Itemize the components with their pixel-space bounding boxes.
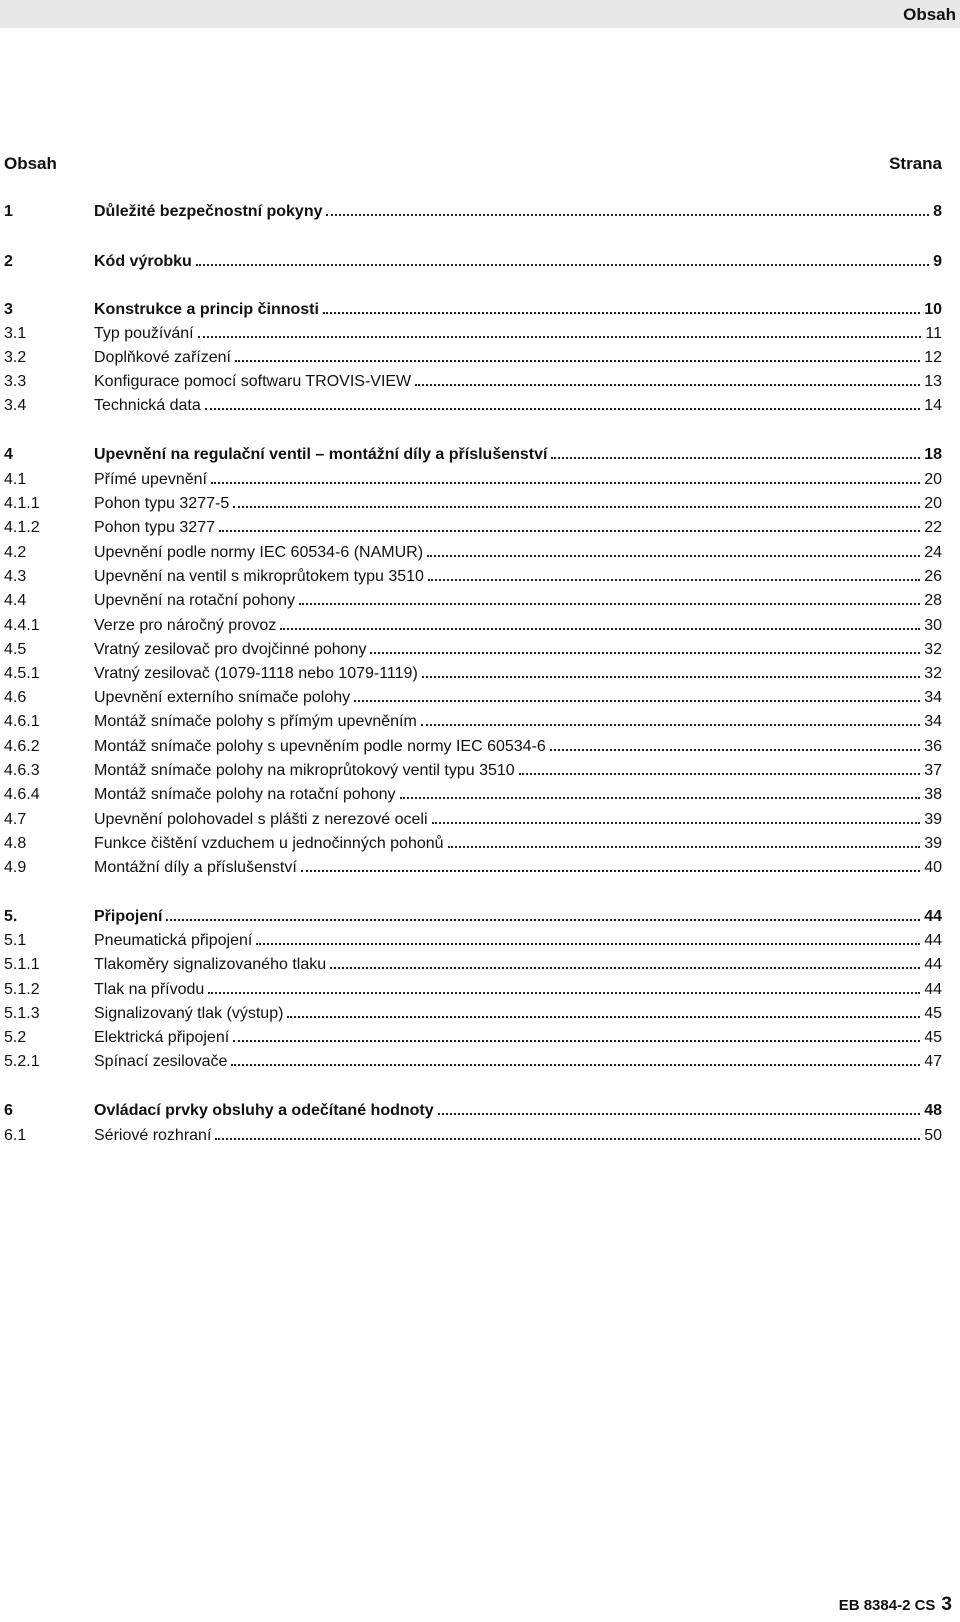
toc-entry-title: Upevnění na ventil s mikroprůtokem typu 3510: [94, 568, 424, 585]
toc-entry-page: 30: [924, 617, 942, 634]
toc-entry-number: 3: [4, 301, 13, 318]
header-title: Obsah: [903, 5, 956, 24]
toc-entry-title: Spínací zesilovače: [94, 1053, 228, 1070]
dot-leader: [330, 966, 920, 969]
toc-entry-title: Vratný zesilovač pro dvojčinné pohony: [94, 641, 367, 658]
toc-entry-title: Ovládací prvky obsluhy a odečítané hodnoty: [94, 1102, 434, 1119]
toc-entry-number: 4.4.1: [4, 617, 40, 634]
toc-entry[interactable]: [4, 250, 942, 274]
toc-entry-page: 32: [924, 641, 942, 658]
toc-entry-page: 37: [924, 762, 942, 779]
dot-leader: [287, 1015, 920, 1018]
toc-entry-line: [94, 541, 942, 565]
toc-entry-line: [94, 322, 942, 346]
toc-entry-line: [94, 614, 942, 638]
dot-leader: [196, 263, 929, 266]
dot-leader: [231, 1063, 920, 1066]
toc-entry-number: 4.6.1: [4, 713, 40, 730]
dot-leader: [256, 942, 920, 945]
toc-entry-line: [94, 250, 942, 274]
toc-entry-number: 1: [4, 203, 13, 220]
toc-entry-page: 36: [924, 738, 942, 755]
toc-entry-number: 6: [4, 1102, 13, 1119]
dot-leader: [422, 675, 920, 678]
toc-entry-number: 4.5: [4, 641, 27, 658]
dot-leader: [428, 578, 920, 581]
toc-entry[interactable]: [4, 783, 942, 807]
toc-entry[interactable]: [4, 1026, 942, 1050]
toc-entry-title: Upevnění na rotační pohony: [94, 592, 296, 609]
dot-leader: [198, 335, 922, 338]
toc-entry-number: 5.1: [4, 932, 27, 949]
toc-entry-line: [94, 200, 942, 224]
toc-entry-page: 34: [924, 689, 942, 706]
toc-entry-page: 39: [924, 811, 942, 828]
toc-entry-title: Tlakoměry signalizovaného tlaku: [94, 956, 327, 973]
dot-leader: [421, 723, 920, 726]
toc-entry[interactable]: [4, 565, 942, 589]
toc-entry[interactable]: [4, 978, 942, 1002]
toc-entry-line: [94, 394, 942, 418]
toc-entry-number: 5.1.3: [4, 1005, 40, 1022]
toc-entry-number: 4: [4, 446, 13, 463]
dot-leader: [280, 627, 920, 630]
toc-entry[interactable]: [4, 370, 942, 394]
toc-entry-title: Upevnění polohovadel s plášti z nerezové oceli: [94, 811, 428, 828]
toc-entry-title: Verze pro náročný provoz: [94, 617, 277, 634]
toc-entry-line: [94, 929, 942, 953]
toc-entry[interactable]: [4, 492, 942, 516]
toc-entry-page: 20: [924, 471, 942, 488]
toc-entry-number: 4.6.3: [4, 762, 40, 779]
toc-entry-page: 50: [924, 1127, 942, 1144]
page-column-heading: Strana: [889, 154, 942, 173]
toc-entry-title: Upevnění na regulační ventil – montážní díly a příslušenství: [94, 446, 548, 463]
toc-entry[interactable]: [4, 710, 942, 734]
toc-entry-page: 44: [924, 981, 942, 998]
toc-entry-number: 4.6.4: [4, 786, 40, 803]
toc-entry-line: [94, 856, 942, 880]
toc-entry[interactable]: [4, 686, 942, 710]
dot-leader: [323, 311, 920, 314]
dot-leader: [205, 407, 920, 410]
toc-entry-title: Konfigurace pomocí softwaru TROVIS-VIEW: [94, 373, 412, 390]
toc-entry-title: Upevnění podle normy IEC 60534-6 (NAMUR): [94, 544, 424, 561]
dot-leader: [301, 869, 920, 872]
dot-leader: [233, 1039, 920, 1042]
toc-entry-number: 3.4: [4, 397, 27, 414]
toc-entry-title: Montáž snímače polohy s upevněním podle normy IEC 60534-6: [94, 738, 546, 755]
toc-entry[interactable]: [4, 905, 942, 929]
toc-entry-number: 5.: [4, 908, 18, 925]
toc-entry-number: 6.1: [4, 1127, 27, 1144]
toc-entry[interactable]: [4, 516, 942, 540]
dot-leader: [448, 845, 921, 848]
toc-entry-page: 45: [924, 1029, 942, 1046]
toc-entry[interactable]: [4, 638, 942, 662]
toc-entry-line: [94, 1124, 942, 1148]
toc-entry-page: 47: [924, 1053, 942, 1070]
document-number: EB 8384-2 CS: [838, 1597, 936, 1614]
toc-entry-line: [94, 370, 942, 394]
toc-entry-page: 24: [924, 544, 942, 561]
toc-entry-number: 5.1.1: [4, 956, 40, 973]
toc-entry[interactable]: [4, 443, 942, 467]
toc-entry-line: [94, 492, 942, 516]
toc-entry-number: 4.9: [4, 859, 27, 876]
toc-entry-line: [94, 759, 942, 783]
toc-entry-number: 5.2.1: [4, 1053, 40, 1070]
dot-leader: [208, 991, 920, 994]
toc-entry-page: 44: [924, 908, 942, 925]
toc-entry-line: [94, 298, 942, 322]
toc-entry-number: 3.1: [4, 325, 27, 342]
dot-leader: [551, 456, 920, 459]
toc-entry-line: [94, 468, 942, 492]
toc-entry-line: [94, 443, 942, 467]
toc-entry-title: Přímé upevnění: [94, 471, 207, 488]
toc-entry-title: Důležité bezpečnostní pokyny: [94, 203, 323, 220]
toc-entry-line: [94, 686, 942, 710]
toc-entry-page: 40: [924, 859, 942, 876]
toc-entry[interactable]: [4, 394, 942, 418]
toc-entry-line: [94, 565, 942, 589]
toc-entry[interactable]: [4, 346, 942, 370]
toc-heading-row: [4, 154, 942, 178]
toc-entry[interactable]: [4, 662, 942, 686]
toc-entry-number: 4.1: [4, 471, 27, 488]
toc-entry-line: [94, 735, 942, 759]
toc-entry-number: 4.1.1: [4, 495, 40, 512]
toc-entry-line: [94, 1099, 942, 1123]
toc-entry[interactable]: [4, 808, 942, 832]
toc-entry-line: [94, 808, 942, 832]
toc-entry-page: 18: [924, 446, 942, 463]
toc-entry-line: [94, 783, 942, 807]
toc-entry-number: 4.6.2: [4, 738, 40, 755]
page-header-bar: [0, 0, 960, 28]
toc-entry[interactable]: [4, 735, 942, 759]
toc-entry-page: 20: [924, 495, 942, 512]
toc-entry-number: 5.2: [4, 1029, 27, 1046]
toc-entry-title: Pneumatická připojení: [94, 932, 253, 949]
toc-entry-number: 4.4: [4, 592, 27, 609]
toc-entry-page: 11: [925, 325, 942, 342]
toc-heading: Obsah: [4, 154, 57, 173]
toc-entry-number: 4.7: [4, 811, 27, 828]
toc-entry-line: [94, 589, 942, 613]
toc-entry-page: 38: [924, 786, 942, 803]
toc-entry-title: Funkce čištění vzduchem u jednočinných pohonů: [94, 835, 444, 852]
toc-entry-title: Technická data: [94, 397, 201, 414]
toc-entry-line: [94, 346, 942, 370]
toc-entry[interactable]: [4, 929, 942, 953]
dot-leader: [427, 554, 920, 557]
toc-entry[interactable]: [4, 614, 942, 638]
toc-entry-line: [94, 638, 942, 662]
toc-entry-title: Montáž snímače polohy na mikroprůtokový ventil typu 3510: [94, 762, 515, 779]
toc-entry-title: Tlak na přívodu: [94, 981, 205, 998]
toc-entry-line: [94, 516, 942, 540]
toc-entry[interactable]: [4, 953, 942, 977]
toc-entry-number: 4.6: [4, 689, 27, 706]
toc-entry-line: [94, 1002, 942, 1026]
toc-entry-line: [94, 832, 942, 856]
toc-entry-page: 28: [924, 592, 942, 609]
toc-entry[interactable]: [4, 200, 942, 224]
toc-entry-number: 4.1.2: [4, 519, 40, 536]
dot-leader: [235, 359, 920, 362]
toc-entry-page: 9: [933, 253, 942, 270]
toc-entry-title: Montáž snímače polohy s přímým upevněním: [94, 713, 417, 730]
toc-entry-number: 2: [4, 253, 13, 270]
dot-leader: [233, 505, 920, 508]
dot-leader: [400, 796, 921, 799]
page-footer: [839, 1594, 952, 1616]
toc-entry-number: 3.2: [4, 349, 27, 366]
toc-entry[interactable]: [4, 759, 942, 783]
toc-entry-line: [94, 905, 942, 929]
dot-leader: [519, 772, 921, 775]
dot-leader: [432, 821, 921, 824]
toc-entry[interactable]: [4, 832, 942, 856]
toc-entry-page: 34: [924, 713, 942, 730]
toc-entry-number: 4.8: [4, 835, 27, 852]
toc-entry-page: 22: [924, 519, 942, 536]
dot-leader: [299, 602, 920, 605]
dot-leader: [370, 651, 920, 654]
toc-entry-page: 12: [924, 349, 942, 366]
dot-leader: [326, 213, 929, 216]
toc-entry[interactable]: [4, 1099, 942, 1123]
dot-leader: [215, 1137, 920, 1140]
toc-entry-title: Pohon typu 3277-5: [94, 495, 230, 512]
toc-entry-number: 3.3: [4, 373, 27, 390]
toc-entry-page: 44: [924, 932, 942, 949]
toc-entry-line: [94, 953, 942, 977]
toc-entry-page: 10: [924, 301, 942, 318]
toc-entry[interactable]: [4, 1124, 942, 1148]
toc-entry-title: Doplňkové zařízení: [94, 349, 231, 366]
toc-entry-title: Pohon typu 3277: [94, 519, 215, 536]
dot-leader: [219, 529, 920, 532]
toc-entry-title: Připojení: [94, 908, 163, 925]
toc-entry[interactable]: [4, 322, 942, 346]
toc-entry-line: [94, 1050, 942, 1074]
toc-entry-title: Elektrická připojení: [94, 1029, 230, 1046]
toc-entry-number: 4.3: [4, 568, 27, 585]
toc-entry-page: 13: [924, 373, 942, 390]
toc-entry[interactable]: [4, 1050, 942, 1074]
toc-entry-page: 48: [924, 1102, 942, 1119]
page-number: 3: [941, 1594, 952, 1615]
toc-entry-line: [94, 1026, 942, 1050]
toc-entry-title: Montáž snímače polohy na rotační pohony: [94, 786, 396, 803]
toc-entry[interactable]: [4, 1002, 942, 1026]
dot-leader: [438, 1112, 921, 1115]
toc-entry-page: 32: [924, 665, 942, 682]
toc-entry-title: Kód výrobku: [94, 253, 192, 270]
toc-entry-line: [94, 710, 942, 734]
dot-leader: [550, 748, 920, 751]
toc-entry-title: Signalizovaný tlak (výstup): [94, 1005, 284, 1022]
toc-entry[interactable]: [4, 541, 942, 565]
dot-leader: [211, 481, 920, 484]
toc-entry-page: 44: [924, 956, 942, 973]
toc-entry-number: 4.5.1: [4, 665, 40, 682]
toc-entry-page: 45: [924, 1005, 942, 1022]
toc-entry[interactable]: [4, 298, 942, 322]
toc-entry-title: Vratný zesilovač (1079-1118 nebo 1079-1119): [94, 665, 418, 682]
toc-entry-title: Konstrukce a princip činnosti: [94, 301, 319, 318]
toc-entry[interactable]: [4, 468, 942, 492]
toc-entry[interactable]: [4, 856, 942, 880]
dot-leader: [415, 383, 920, 386]
toc-entry-line: [94, 978, 942, 1002]
toc-entry-page: 14: [924, 397, 942, 414]
toc-entry-page: 39: [924, 835, 942, 852]
toc-entry-title: Typ používání: [94, 325, 194, 342]
toc-entry-page: 8: [933, 203, 942, 220]
toc-entry-line: [94, 662, 942, 686]
toc-entry-title: Sériové rozhraní: [94, 1127, 212, 1144]
toc-entry-page: 26: [924, 568, 942, 585]
toc-entry[interactable]: [4, 589, 942, 613]
toc-entry-title: Montážní díly a příslušenství: [94, 859, 297, 876]
dot-leader: [166, 918, 920, 921]
toc-entry-number: 5.1.2: [4, 981, 40, 998]
dot-leader: [354, 699, 920, 702]
toc-entry-title: Upevnění externího snímače polohy: [94, 689, 351, 706]
toc-entry-number: 4.2: [4, 544, 27, 561]
